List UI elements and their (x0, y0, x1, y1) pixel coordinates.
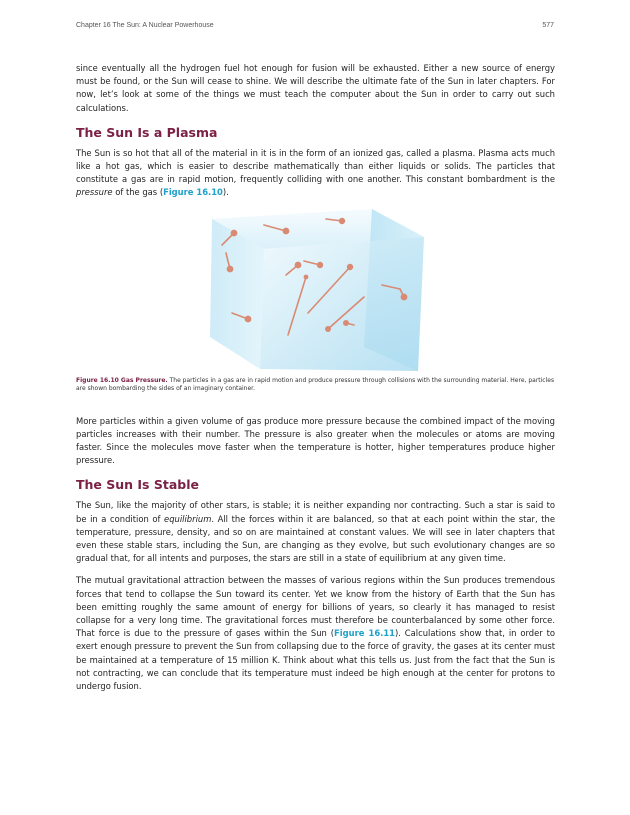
figure-16-10-link[interactable]: Figure 16.10 (163, 187, 223, 198)
gas-container-illustration (204, 209, 424, 371)
term-equilibrium: equilibrium (164, 513, 212, 524)
stable-p2-text-a: The mutual gravitational attraction between the masses of various regions within the Sun produces tremendous forces that tend to collapse the Sun toward its center. Yet we know from the history of Earth that the Sun has been emitting roughly the same amount of energy for billions of years, so clearly it has managed to resist collapse for a very long time. The gravitational forces must therefore be counterbalanced by some other force. That force is due to the pressure of gases within the Sun ( (76, 575, 555, 639)
plasma-paragraph-1 (76, 147, 555, 200)
figure-label: Figure 16.10 Gas Pressure. (76, 376, 168, 384)
stable-p2-text-b: ). Calculations show that, in order to exert enough pressure to prevent the Sun from collapsing due to the force of gravity, the gases at its center must be maintained at a temperature of 15 million K. Think about what this tells us. Just from the fact that the Sun is not contracting, we can conclude that its temperature must indeed be high enough at the center for protons to undergo fusion. (76, 628, 555, 692)
stable-paragraph-2 (76, 574, 555, 693)
figure-caption (76, 377, 555, 393)
container-main-face (260, 237, 424, 371)
plasma-p1-text-a: The Sun is so hot that all of the material in it is in the form of an ionized gas, called a plasma. Plasma acts much like a hot gas, which is easier to describe mathematically than either liquids or solids. The particles that constitute a gas are in rapid motion, frequently colliding with one another. This constant bombardment is the (76, 147, 555, 185)
page-header (76, 22, 554, 34)
term-pressure: pressure (76, 187, 113, 198)
stable-p1-text-b: . All the forces within it are balanced, so that at each point within the star, the temperature, pressure, density, and so on are maintained at constant values. We will see in later chapters that even these stable stars, including the Sun, are changing as they evolve, but such evolutionary changes are so gradual that, for all intents and purposes, the stars are still in a state of equilibrium at any given time. (76, 513, 555, 564)
plasma-p1-text-b: of the gas ( (112, 187, 164, 198)
figure-16-11-link[interactable]: Figure 16.11 (334, 628, 395, 639)
page-number: 577 (542, 22, 554, 29)
page-content (76, 62, 555, 702)
plasma-p1-text-c: ). (222, 187, 229, 198)
section-heading-stable: The Sun Is Stable (76, 477, 199, 493)
intro-paragraph: since eventually all the hydrogen fuel hot enough for fusion will be exhausted. Either a new source of energy must be found, or the Sun will cease to shine. We will describe the ultimate fate of the Sun in later chapters. For now, let’s look at some of the things we must teach the computer about the Sun in order to carry out such calculations. (76, 63, 555, 113)
stable-paragraph-1 (76, 499, 555, 565)
section-heading-plasma: The Sun Is a Plasma (76, 124, 218, 140)
figure-caption-text: The particles in a gas are in rapid motion and produce pressure through collisions with the surrounding material. Here, particles are shown bombarding the sides of an imaginary container. (76, 376, 555, 392)
running-head-chapter: Chapter 16 The Sun: A Nuclear Powerhouse (76, 22, 214, 29)
plasma-paragraph-2: More particles within a given volume of gas produce more pressure because the combined impact of the moving particles increases with their number. The pressure is also greater when the molecules or atoms are moving faster. Since the molecules move faster when the temperature is hotter, higher temperatures produce higher pressure. (76, 415, 555, 466)
stable-p1-text-a: The Sun, like the majority of other stars, is stable; it is neither expanding nor contracting. Such a star is said to be in a condition of (76, 500, 555, 524)
figure-gas-pressure (76, 209, 555, 371)
